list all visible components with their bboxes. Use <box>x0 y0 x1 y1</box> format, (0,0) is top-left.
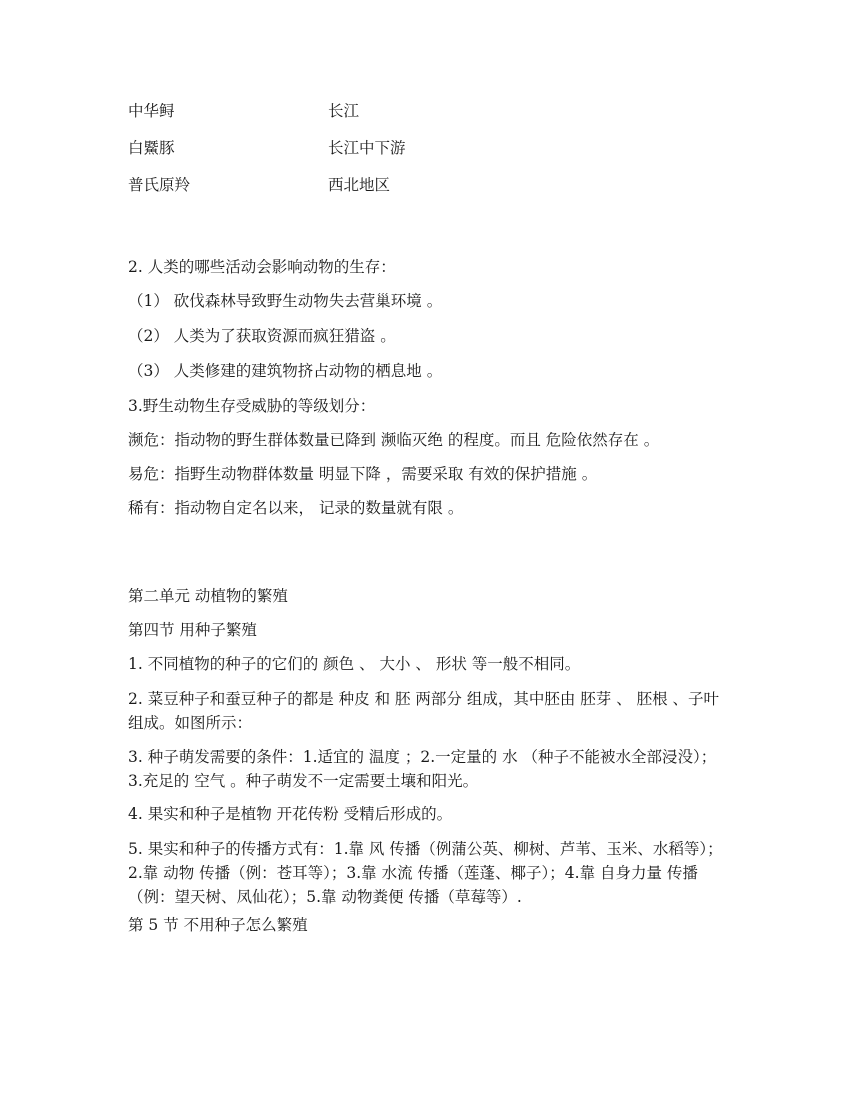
species-region: 西北地区 <box>328 176 391 194</box>
paragraph: 4. 果实和种子是植物 开花传粉 受精后形成的。 <box>128 805 453 823</box>
section-title: 第四节 用种子繁殖 <box>128 621 257 639</box>
paragraph: 5. 果实和种子的传播方式有：1.靠 风 传播（例蒲公英、柳树、芦苇、玉米、水稻等）；2.靠 动物 传播（例：苍耳等）；3.靠 水流 传播（莲蓬、椰子）；4.靠 自身力量 传播（例：望天树、凤仙花）；5.靠 动物粪便 传播（草莓等）. <box>128 840 723 906</box>
section-title: 第 5 节 不用种子怎么繁殖 <box>128 916 308 934</box>
list-item: 稀有：指动物自定名以来， 记录的数量就有限 。 <box>128 499 464 517</box>
paragraph: 1. 不同植物的种子的它们的 颜色 、 大小 、 形状 等一般不相同。 <box>128 655 581 673</box>
table-row <box>128 138 406 158</box>
paragraph: 3. 种子萌发需要的条件：1.适宜的 温度 ；2.一定量的 水 （种子不能被水全部浸没）；3.充足的 空气 。种子萌发不一定需要土壤和阳光。 <box>128 748 717 790</box>
paragraph: 2. 菜豆种子和蚕豆种子的都是 种皮 和 胚 两部分 组成，其中胚由 胚芽 、 胚根 、子叶 组成。如图所示： <box>128 690 720 732</box>
species-name: 白鱀豚 <box>128 139 175 157</box>
unit-title: 第二单元 动植物的繁殖 <box>128 587 288 605</box>
list-item: （3） 人类修建的建筑物挤占动物的栖息地 。 <box>128 362 443 380</box>
species-region: 长江中下游 <box>328 139 406 157</box>
species-name: 普氏原羚 <box>128 176 191 194</box>
table-row <box>128 101 360 121</box>
section-heading: 3.野生动物生存受威胁的等级划分： <box>128 397 376 415</box>
species-name: 中华鲟 <box>128 102 175 120</box>
list-item: （1） 砍伐森林导致野生动物失去营巢环境 。 <box>128 292 443 310</box>
section-heading: 2. 人类的哪些活动会影响动物的生存： <box>128 258 396 276</box>
table-row <box>128 175 391 195</box>
list-item: 濒危：指动物的野生群体数量已降到 濒临灭绝 的程度。而且 危险依然存在 。 <box>128 431 660 449</box>
species-region: 长江 <box>328 102 360 120</box>
list-item: （2） 人类为了获取资源而疯狂猎盗 。 <box>128 327 396 345</box>
list-item: 易危：指野生动物群体数量 明显下降 ，需要采取 有效的保护措施 。 <box>128 465 598 483</box>
